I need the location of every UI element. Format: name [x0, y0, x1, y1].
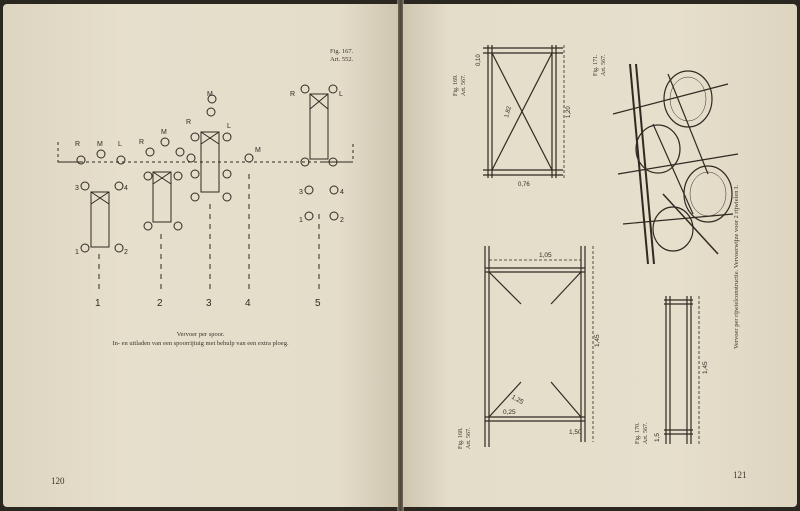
fig168-dim-b: 1,45: [594, 334, 601, 347]
fig170-dim-b: 1,5: [654, 432, 661, 442]
fig169-dim-d: 0,10: [476, 54, 482, 66]
label-l-5: L: [339, 91, 343, 98]
wagon-num-3: 3: [75, 185, 79, 192]
fig168-dim-a: 1,05: [539, 252, 552, 259]
fig-171-bicycle-drawing: [608, 44, 748, 274]
wheel-3: [684, 166, 732, 222]
fig-168-frame-drawing: [481, 242, 601, 452]
fig-170-art: Art. 567.: [643, 422, 649, 444]
wagon-num-2b: 2: [340, 217, 344, 224]
wagon-num-4b: 4: [340, 189, 344, 196]
wagon-2: [153, 172, 171, 222]
rail-loading-diagram: [3, 4, 398, 324]
position-label-2: 2: [157, 298, 163, 309]
fig-171-art: Art. 567.: [601, 54, 607, 76]
label-r-2: R: [139, 139, 145, 146]
wagon-1: [91, 192, 109, 247]
side-caption: Vervoer per rijwielconstructie. Vervoerwijze voor 2 rijwielen I.: [733, 185, 740, 349]
caption-line-2: In- en uitladen van een spoorrijtuig met behulp van een extra ploeg.: [112, 340, 289, 347]
label-m: M: [97, 141, 103, 148]
label-r-5: R: [290, 91, 296, 98]
art-552-label: Art. 552.: [330, 56, 354, 63]
fig169-dim-c: 0,76: [518, 182, 530, 188]
person-markers: [77, 85, 338, 252]
fig-168-art: Art. 567.: [466, 427, 472, 449]
wagon-num-1b: 1: [299, 217, 303, 224]
label-m-3: M: [207, 91, 213, 98]
fig-171-label: Fig. 171.: [593, 54, 599, 76]
fig168-dim-e: 1,50: [569, 429, 582, 436]
wagon-num-2: 2: [124, 249, 128, 256]
fig169-dim-a: 1,82: [504, 105, 513, 119]
position-label-4: 4: [245, 298, 251, 309]
wagon-num-3b: 3: [299, 189, 303, 196]
position-label-3: 3: [206, 298, 212, 309]
label-m-4: M: [255, 147, 261, 154]
label-l: L: [118, 141, 122, 148]
position-label-1: 1: [95, 298, 101, 309]
label-m-2: M: [161, 129, 167, 136]
label-r: R: [75, 141, 81, 148]
fig168-dim-c: 1,25: [510, 393, 525, 407]
fig-169-art: Art. 567.: [461, 74, 467, 96]
position-label-5: 5: [315, 298, 321, 309]
fig168-dim-d: 0,25: [503, 409, 516, 416]
fig-169-frame-drawing: [478, 40, 578, 190]
fig-170-label: Fig. 170.: [635, 422, 641, 444]
label-r-3: R: [186, 119, 192, 126]
wagon-num-4: 4: [124, 185, 128, 192]
right-page: [403, 4, 797, 507]
wagon-num-1: 1: [75, 249, 79, 256]
fig169-dim-b: 1,20: [566, 106, 572, 118]
left-page: [3, 4, 398, 507]
caption-line-1: Vervoer per spoor.: [176, 331, 225, 338]
label-l-3: L: [227, 123, 231, 130]
page-number-left: 120: [51, 476, 65, 486]
page-number-right: 121: [733, 470, 747, 480]
fig-169-label: Fig. 169.: [453, 74, 459, 96]
wagon-3: [201, 132, 219, 192]
wheel-4: [653, 207, 693, 251]
fig-170-frame-drawing: [654, 292, 721, 452]
fig-168-label: Fig. 168.: [458, 427, 464, 449]
fig-167-label: Fig. 167.: [330, 48, 354, 55]
wagon-5: [310, 94, 328, 159]
fig170-dim-a: 1,45: [702, 361, 709, 374]
